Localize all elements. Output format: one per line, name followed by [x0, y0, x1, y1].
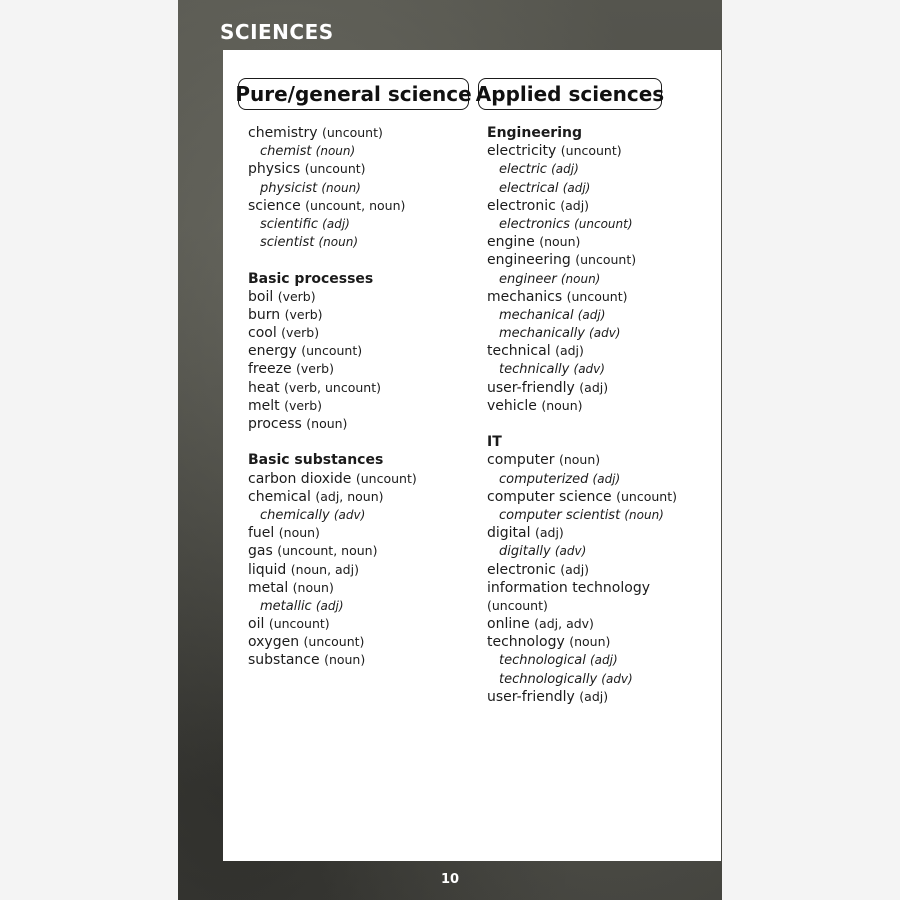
word-entry	[248, 470, 473, 488]
derived-word-entry	[487, 270, 719, 288]
word-entry	[248, 397, 473, 415]
word-entry	[248, 342, 473, 360]
part-of-speech: (noun)	[321, 180, 361, 195]
word: online	[487, 616, 530, 633]
derived-word-entry	[487, 160, 719, 178]
part-of-speech: (noun)	[292, 579, 334, 595]
part-of-speech: (adj)	[322, 216, 350, 231]
word: chemically	[260, 507, 330, 523]
derived-word-entry	[487, 324, 719, 342]
word: metal	[248, 579, 289, 596]
part-of-speech: (uncount)	[487, 597, 548, 613]
part-of-speech: (uncount)	[355, 470, 417, 486]
word: technological	[499, 653, 586, 669]
word-entry	[248, 288, 473, 306]
part-of-speech: (adj)	[577, 307, 606, 322]
word-entry	[487, 579, 719, 597]
part-of-speech: (adj)	[589, 653, 618, 668]
word-entry	[248, 633, 473, 651]
word-entry	[487, 142, 719, 160]
word: substance	[248, 652, 320, 669]
content-panel	[223, 50, 721, 861]
word-entry	[248, 488, 473, 506]
derived-word-entry	[487, 306, 719, 324]
spacer	[487, 415, 719, 433]
part-of-speech: (verb)	[296, 361, 334, 377]
word: scientific	[260, 216, 319, 232]
word: electronics	[499, 216, 570, 232]
part-of-speech: (adv)	[333, 507, 366, 522]
part-of-speech: (noun)	[315, 144, 356, 159]
part-of-speech: (noun)	[318, 235, 359, 250]
word-entry	[487, 688, 719, 706]
word-entry	[248, 160, 473, 178]
part-of-speech: (adj)	[551, 162, 579, 177]
word: fuel	[248, 525, 275, 542]
word: user-friendly	[487, 688, 575, 705]
pure-science-heading: Pure/general science	[238, 78, 469, 110]
word-entry	[248, 579, 473, 597]
derived-word-entry	[248, 233, 473, 251]
word: technology	[487, 634, 565, 651]
word: melt	[248, 397, 280, 414]
word: technical	[487, 343, 551, 360]
word-entry	[248, 561, 473, 579]
part-of-speech: (uncount)	[268, 616, 330, 632]
word: digitally	[499, 544, 551, 560]
part-of-speech: (adv)	[554, 544, 587, 559]
part-of-speech: (adj)	[562, 180, 591, 195]
word: burn	[248, 306, 281, 323]
word: technically	[499, 362, 570, 378]
section-title: SCIENCES	[220, 20, 334, 44]
part-of-speech: (verb)	[281, 325, 320, 341]
word: user-friendly	[487, 379, 575, 396]
word-entry	[248, 524, 473, 542]
word: metallic	[260, 598, 312, 614]
word: carbon dioxide	[248, 470, 352, 487]
part-of-speech: (verb)	[284, 397, 323, 413]
derived-word-entry	[487, 651, 719, 669]
part-of-speech: (uncount)	[574, 216, 633, 231]
part-of-speech: (noun)	[278, 525, 320, 541]
derived-word-entry	[487, 670, 719, 688]
word-entry	[487, 561, 719, 579]
word: oil	[248, 616, 265, 633]
word: process	[248, 416, 302, 432]
applied-sciences-column	[487, 124, 719, 706]
subsection-heading: Basic processes	[248, 270, 374, 287]
word: physics	[248, 161, 301, 178]
word-entry	[487, 197, 719, 215]
part-of-speech: (adj)	[579, 379, 609, 395]
word-entry	[487, 451, 719, 469]
part-of-speech: (adj)	[315, 598, 344, 613]
word: mechanically	[499, 326, 585, 342]
word: electronic	[487, 197, 556, 214]
word-entry	[487, 615, 719, 633]
word: gas	[248, 543, 273, 560]
part-of-speech: (noun)	[541, 397, 583, 413]
part-of-speech: (adj)	[560, 197, 590, 213]
subsection-heading: Basic substances	[248, 452, 384, 469]
derived-word-entry	[487, 542, 719, 560]
word: vehicle	[487, 397, 537, 414]
part-of-speech: (noun)	[569, 634, 611, 650]
word: chemistry	[248, 125, 318, 141]
word: chemical	[248, 488, 311, 505]
word-entry	[487, 233, 719, 251]
spacer	[248, 433, 473, 451]
word: science	[248, 197, 301, 214]
part-of-speech: (noun, adj)	[290, 561, 359, 577]
part-of-speech: (adv)	[601, 671, 633, 686]
word-entry	[248, 379, 473, 397]
part-of-speech: (verb)	[277, 288, 316, 304]
derived-word-entry	[487, 215, 719, 233]
word: mechanics	[487, 288, 563, 305]
part-of-speech: (verb, uncount)	[284, 379, 381, 395]
derived-word-entry	[487, 179, 719, 197]
part-of-speech: (noun)	[539, 234, 581, 250]
part-of-speech: (uncount)	[304, 161, 366, 177]
derived-word-entry	[248, 506, 473, 524]
part-of-speech: (uncount)	[322, 125, 383, 140]
word: chemist	[260, 144, 312, 160]
derived-word-entry	[487, 506, 719, 524]
page-number: 10	[440, 872, 460, 887]
word-entry	[248, 324, 473, 342]
word-entry	[487, 633, 719, 651]
part-of-speech: (noun)	[560, 271, 601, 286]
word-entry	[248, 651, 473, 669]
word: engineer	[499, 271, 557, 287]
word: energy	[248, 343, 297, 360]
word: electrical	[499, 180, 559, 196]
word-entry	[248, 360, 473, 378]
word: freeze	[248, 361, 292, 378]
derived-word-entry	[248, 179, 473, 197]
word: scientist	[260, 235, 315, 251]
word-entry	[248, 197, 473, 215]
subsection-heading: IT	[487, 434, 502, 451]
word: electronic	[487, 561, 556, 578]
word-entry	[248, 415, 473, 433]
part-of-speech: (uncount)	[301, 343, 363, 359]
pure-science-column	[248, 124, 473, 670]
word-entry	[487, 288, 719, 306]
word: computer scientist	[499, 507, 621, 523]
word-entry	[487, 379, 719, 397]
part-of-speech: (uncount, noun)	[277, 543, 378, 559]
derived-word-entry	[248, 142, 473, 160]
word-entry	[487, 342, 719, 360]
book-page	[178, 0, 722, 900]
part-of-speech: (uncount)	[566, 288, 628, 304]
part-of-speech: (noun)	[306, 416, 348, 431]
word: engineering	[487, 252, 571, 269]
word: mechanical	[499, 307, 574, 323]
part-of-speech: (adv)	[573, 362, 605, 377]
word: oxygen	[248, 634, 300, 651]
word: computer science	[487, 488, 612, 505]
word: engine	[487, 234, 535, 251]
word-entry	[248, 615, 473, 633]
part-of-speech: (noun)	[324, 652, 366, 668]
word: boil	[248, 288, 274, 305]
word: digital	[487, 525, 531, 542]
word-entry	[248, 306, 473, 324]
part-of-speech: (adv)	[589, 326, 621, 341]
word: technologically	[499, 671, 598, 687]
word: computer	[487, 452, 555, 469]
part-of-speech: (noun)	[558, 452, 601, 468]
word-entry	[487, 597, 719, 615]
derived-word-entry	[487, 470, 719, 488]
part-of-speech: (verb)	[284, 306, 323, 322]
word: cool	[248, 325, 277, 342]
part-of-speech: (uncount)	[575, 252, 637, 268]
word-entry	[487, 524, 719, 542]
part-of-speech: (noun)	[624, 507, 664, 522]
part-of-speech: (adj)	[579, 688, 609, 704]
part-of-speech: (adj)	[534, 525, 564, 541]
word: electricity	[487, 143, 557, 160]
part-of-speech: (adj)	[592, 471, 621, 486]
word: liquid	[248, 561, 287, 578]
word: computerized	[499, 471, 589, 487]
applied-sciences-heading: Applied sciences	[478, 78, 662, 110]
part-of-speech: (adj, adv)	[534, 616, 594, 632]
word-entry	[248, 124, 473, 142]
word: information technology	[487, 579, 650, 596]
word: physicist	[260, 180, 318, 196]
word: electric	[499, 162, 547, 178]
word-entry	[487, 397, 719, 415]
part-of-speech: (uncount, noun)	[305, 197, 406, 213]
word: heat	[248, 379, 280, 396]
part-of-speech: (uncount)	[560, 143, 622, 159]
derived-word-entry	[248, 597, 473, 615]
word-entry	[487, 251, 719, 269]
subsection-heading: Engineering	[487, 125, 582, 141]
part-of-speech: (adj)	[560, 561, 590, 577]
derived-word-entry	[487, 360, 719, 378]
part-of-speech: (adj, noun)	[315, 488, 384, 504]
part-of-speech: (uncount)	[303, 634, 365, 650]
word-entry	[248, 542, 473, 560]
part-of-speech: (uncount)	[616, 488, 677, 504]
derived-word-entry	[248, 215, 473, 233]
word-entry	[487, 488, 719, 506]
part-of-speech: (adj)	[555, 343, 584, 359]
spacer	[248, 251, 473, 269]
